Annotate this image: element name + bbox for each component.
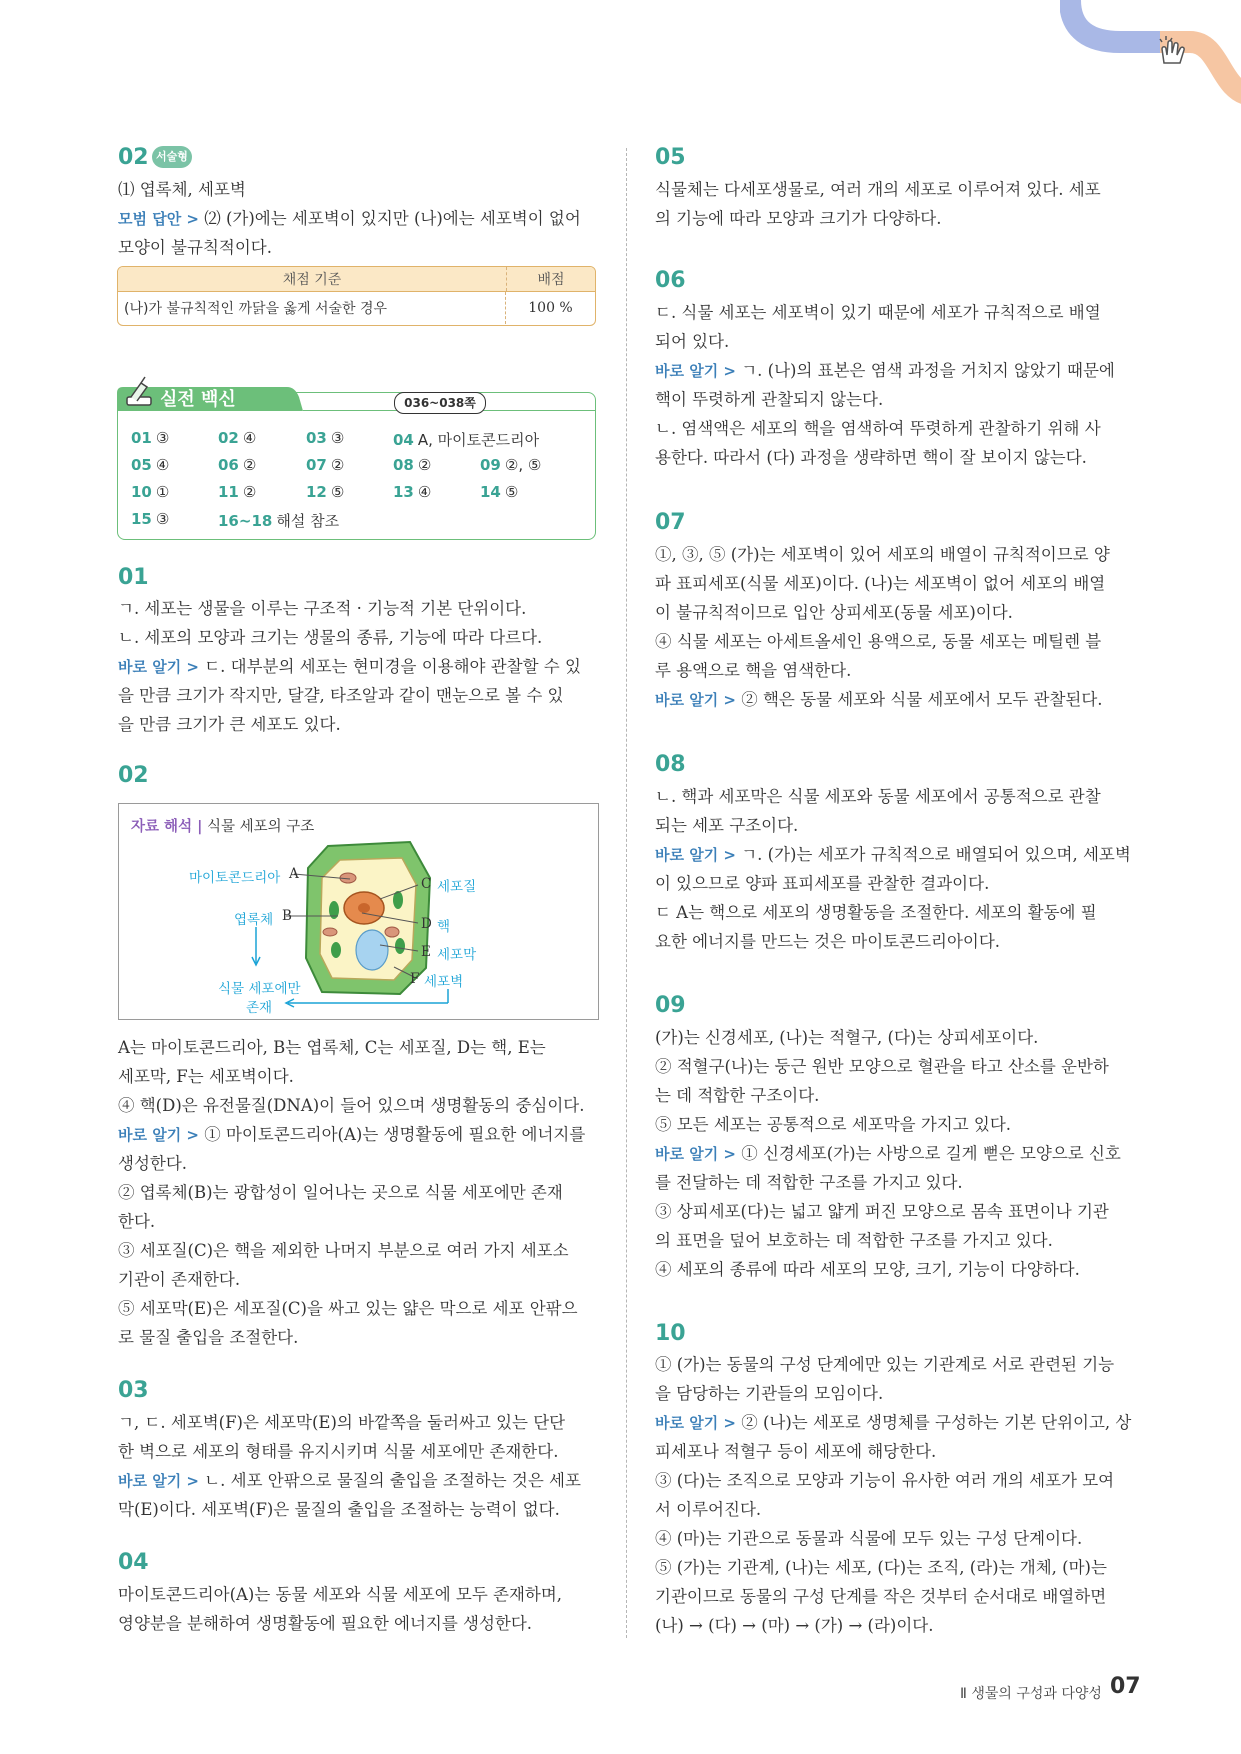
text-line: 이 있으므로 양파 표피세포를 관찰한 결과이다. bbox=[655, 874, 990, 893]
diagram-caption: 자료 해석 | 식물 세포의 구조 bbox=[131, 819, 315, 835]
correction-label: 바로 알기 > bbox=[655, 1414, 736, 1432]
label-C: C bbox=[421, 876, 432, 892]
question-number: 07 bbox=[655, 510, 686, 535]
label-E: E bbox=[421, 944, 431, 960]
model-answer-label: 모범 답안 > bbox=[118, 210, 199, 228]
text-line: 한다. bbox=[118, 1212, 156, 1231]
answer-item: 08 ② bbox=[393, 456, 432, 474]
text-line: ①, ③, ⑤ (가)는 세포벽이 있어 세포의 배열이 규칙적이므로 양 bbox=[655, 545, 1110, 564]
footer-section: Ⅱ 생물의 구성과 다양성 bbox=[960, 1686, 1102, 1702]
answer-item: 01 ③ bbox=[131, 429, 170, 447]
column-divider bbox=[626, 148, 627, 1638]
text-line: 마이토콘드리아(A)는 동물 세포와 식물 세포에 모두 존재하며, bbox=[118, 1585, 563, 1604]
text-line: ㄱ. (가)는 세포가 규칙적으로 배열되어 있으며, 세포벽 bbox=[741, 845, 1131, 864]
wrong-answer-line bbox=[118, 1466, 581, 1496]
text-line: ③ (다)는 조직으로 모양과 기능이 유사한 여러 개의 세포가 모여 bbox=[655, 1471, 1115, 1490]
diagram-leader-lines bbox=[118, 803, 597, 1018]
text-line: ㄷ. 대부분의 세포는 현미경을 이용해야 관찰할 수 있 bbox=[204, 657, 581, 676]
question-number: 02 bbox=[118, 145, 149, 170]
wrong-answer-line bbox=[118, 652, 581, 682]
text-line: A는 마이토콘드리아, B는 엽록체, C는 세포질, D는 핵, E는 bbox=[118, 1038, 546, 1057]
answer-line: ⑴ 엽록체, 세포벽 bbox=[118, 180, 246, 199]
answer-item: 06 ② bbox=[218, 456, 257, 474]
text-line: ㄱ. (나)의 표본은 염색 과정을 거치지 않았기 때문에 bbox=[741, 361, 1115, 380]
text-line: 생성한다. bbox=[118, 1154, 188, 1173]
text-line: ④ 식물 세포는 아세트올세인 용액으로, 동물 세포는 메틸렌 블 bbox=[655, 632, 1102, 651]
label-cell-membrane: 세포막 bbox=[437, 947, 477, 963]
question-number: 02 bbox=[118, 763, 149, 788]
model-answer-line bbox=[118, 204, 581, 234]
text-line: ① (가)는 동물의 구성 단계에만 있는 기관계로 서로 관련된 기능 bbox=[655, 1355, 1115, 1374]
criteria-cell: (나)가 불규칙적인 까닭을 옳게 서술한 경우 bbox=[118, 292, 506, 324]
text-line: 을 만큼 크기가 큰 세포도 있다. bbox=[118, 715, 341, 734]
text-line: 용한다. 따라서 (다) 과정을 생략하면 핵이 잘 보이지 않는다. bbox=[655, 448, 1087, 467]
question-number: 03 bbox=[118, 1378, 149, 1403]
wrong-answer-line bbox=[655, 685, 1103, 715]
text-line: 되어 있다. bbox=[655, 332, 730, 351]
answer-item: 04 A, 마이토콘드리아 bbox=[393, 431, 540, 449]
text-line: 를 전달하는 데 적합한 구조를 가지고 있다. bbox=[655, 1173, 963, 1192]
wrong-answer-line bbox=[655, 840, 1131, 870]
text-line: ㄴ. 세포 안팎으로 물질의 출입을 조절하는 것은 세포 bbox=[204, 1471, 581, 1490]
text-line: 되는 세포 구조이다. bbox=[655, 816, 799, 835]
text-line: 의 표면을 덮어 보호하는 데 적합한 구조를 가지고 있다. bbox=[655, 1231, 1053, 1250]
text-line: 는 데 적합한 구조이다. bbox=[655, 1086, 820, 1105]
text-line: ④ (마)는 기관으로 동물과 식물에 모두 있는 구성 단계이다. bbox=[655, 1529, 1083, 1548]
answer-item: 10 ① bbox=[131, 483, 170, 501]
correction-label: 바로 알기 > bbox=[118, 658, 199, 676]
text-line: ⑤ 세포막(E)은 세포질(C)을 싸고 있는 얇은 막으로 세포 안팎으 bbox=[118, 1299, 578, 1318]
corner-decoration bbox=[1060, 0, 1241, 115]
text-line: ④ 세포의 종류에 따라 세포의 모양, 크기, 기능이 다양하다. bbox=[655, 1260, 1080, 1279]
text-line: ㄱ, ㄷ. 세포벽(F)은 세포막(E)의 바깥쪽을 둘러싸고 있는 단단 bbox=[118, 1413, 566, 1432]
text-line: (가)는 신경세포, (나)는 적혈구, (다)는 상피세포이다. bbox=[655, 1028, 1039, 1047]
answer-key-title: 실전 백신 bbox=[160, 389, 236, 410]
wrong-answer-line bbox=[655, 1408, 1131, 1438]
question-number: 06 bbox=[655, 268, 686, 293]
label-exists: 존재 bbox=[246, 1000, 273, 1016]
text-line: 세포막, F는 세포벽이다. bbox=[118, 1067, 294, 1086]
points-cell: 100 % bbox=[528, 300, 573, 316]
text-line: 파 표피세포(식물 세포)이다. (나)는 세포벽이 없어 세포의 배열 bbox=[655, 574, 1106, 593]
text-line: ④ 핵(D)은 유전물질(DNA)이 들어 있으며 생명활동의 중심이다. bbox=[118, 1096, 585, 1115]
scoring-table-header bbox=[118, 267, 595, 292]
text-line: ③ 세포질(C)은 핵을 제외한 나머지 부분으로 여러 가지 세포소 bbox=[118, 1241, 569, 1260]
text-line: 의 기능에 따라 모양과 크기가 다양하다. bbox=[655, 209, 942, 228]
correction-label: 바로 알기 > bbox=[655, 846, 736, 864]
page-range-badge: 036~038쪽 bbox=[394, 392, 486, 414]
label-plant-only: 식물 세포에만 bbox=[218, 981, 301, 997]
label-B: B bbox=[282, 908, 292, 924]
question-number: 09 bbox=[655, 993, 686, 1018]
answer-item: 05 ④ bbox=[131, 456, 170, 474]
text-line: 서 이루어진다. bbox=[655, 1500, 762, 1519]
text-line: ㄴ. 세포의 모양과 크기는 생물의 종류, 기능에 따라 다르다. bbox=[118, 628, 543, 647]
correction-label: 바로 알기 > bbox=[655, 1145, 736, 1163]
scoring-table-row bbox=[118, 292, 595, 324]
criteria-header: 채점 기준 bbox=[118, 267, 507, 291]
text-line: ① 마이토콘드리아(A)는 생명활동에 필요한 에너지를 bbox=[204, 1125, 586, 1144]
text-line: 로 물질 출입을 조절한다. bbox=[118, 1328, 299, 1347]
text-line: ㄴ. 핵과 세포막은 식물 세포와 동물 세포에서 공통적으로 관찰 bbox=[655, 787, 1101, 806]
points-header: 배점 bbox=[537, 272, 565, 288]
text-line: ㄴ. 염색액은 세포의 핵을 염색하여 뚜렷하게 관찰하기 위해 사 bbox=[655, 419, 1101, 438]
wrong-answer-line bbox=[655, 1139, 1121, 1169]
wrong-answer-line bbox=[655, 356, 1115, 386]
text-line: ② (나)는 세포로 생명체를 구성하는 기본 단위이고, 상 bbox=[741, 1413, 1132, 1432]
text-line: 모양이 불규칙적이다. bbox=[118, 238, 272, 257]
label-mitochondria: 마이토콘드리아 bbox=[189, 870, 281, 886]
text-line: ㄷ. 식물 세포는 세포벽이 있기 때문에 세포가 규칙적으로 배열 bbox=[655, 303, 1101, 322]
answer-item: 07 ② bbox=[306, 456, 345, 474]
correction-label: 바로 알기 > bbox=[118, 1472, 199, 1490]
label-cell-wall: 세포벽 bbox=[424, 974, 464, 990]
answer-item: 12 ⑤ bbox=[306, 483, 345, 501]
text-line: 핵이 뚜렷하게 관찰되지 않는다. bbox=[655, 390, 884, 409]
text-line: ⑵ (가)에는 세포벽이 있지만 (나)에는 세포벽이 없어 bbox=[204, 209, 581, 228]
correction-label: 바로 알기 > bbox=[118, 1126, 199, 1144]
question-number: 10 bbox=[655, 1321, 686, 1346]
label-nucleus: 핵 bbox=[437, 919, 451, 935]
text-line: 기관이 존재한다. bbox=[118, 1270, 241, 1289]
answer-item: 13 ④ bbox=[393, 483, 432, 501]
syringe-icon bbox=[121, 375, 155, 409]
wrong-answer-line bbox=[118, 1120, 585, 1150]
text-line: ⑤ (가)는 기관계, (나)는 세포, (다)는 조직, (라)는 개체, (마)는 bbox=[655, 1558, 1107, 1577]
question-number: 05 bbox=[655, 145, 686, 170]
text-line: 을 담당하는 기관들의 모임이다. bbox=[655, 1384, 884, 1403]
page-number: 07 bbox=[1110, 1674, 1141, 1699]
text-line: (나) → (다) → (마) → (가) → (라)이다. bbox=[655, 1616, 934, 1635]
text-line: 막(E)이다. 세포벽(F)은 물질의 출입을 조절하는 능력이 없다. bbox=[118, 1500, 560, 1519]
text-line: 식물체는 다세포생물로, 여러 개의 세포로 이루어져 있다. 세포 bbox=[655, 180, 1101, 199]
text-line: 을 만큼 크기가 작지만, 달걀, 타조알과 같이 맨눈으로 볼 수 있 bbox=[118, 686, 564, 705]
text-line: ② 핵은 동물 세포와 식물 세포에서 모두 관찰된다. bbox=[741, 690, 1103, 709]
text-line: 이 불규칙적이므로 입안 상피세포(동물 세포)이다. bbox=[655, 603, 1013, 622]
correction-label: 바로 알기 > bbox=[655, 362, 736, 380]
label-A: A bbox=[289, 866, 299, 882]
question-number: 08 bbox=[655, 752, 686, 777]
caption-label: 자료 해석 | bbox=[131, 819, 203, 835]
label-D: D bbox=[421, 916, 432, 932]
label-cytoplasm: 세포질 bbox=[437, 879, 477, 895]
question-number: 01 bbox=[118, 565, 149, 590]
label-chloroplast: 엽록체 bbox=[234, 912, 274, 928]
text-line: ① 신경세포(가)는 사방으로 길게 뻗은 모양으로 신호 bbox=[741, 1144, 1121, 1163]
text-line: 요한 에너지를 만드는 것은 마이토콘드리아이다. bbox=[655, 932, 1001, 951]
hand-pointer-icon bbox=[1152, 33, 1190, 71]
label-F: F bbox=[410, 971, 420, 987]
scoring-table bbox=[117, 266, 596, 326]
answer-item: 16~18 해설 참조 bbox=[218, 512, 340, 530]
answer-item: 14 ⑤ bbox=[480, 483, 519, 501]
text-line: 피세포나 적혈구 등이 세포에 해당한다. bbox=[655, 1442, 937, 1461]
question-number: 04 bbox=[118, 1550, 149, 1575]
answer-item: 09 ②, ⑤ bbox=[480, 456, 542, 474]
text-line: ③ 상피세포(다)는 넓고 얇게 퍼진 모양으로 몸속 표면이나 기관 bbox=[655, 1202, 1109, 1221]
essay-badge: 서술형 bbox=[152, 146, 192, 168]
text-line: ② 적혈구(나)는 둥근 원반 모양으로 혈관을 타고 산소를 운반하 bbox=[655, 1057, 1109, 1076]
text-line: ⑤ 모든 세포는 공통적으로 세포막을 가지고 있다. bbox=[655, 1115, 1012, 1134]
answer-item: 11 ② bbox=[218, 483, 257, 501]
text-line: ㄷ A는 핵으로 세포의 생명활동을 조절한다. 세포의 활동에 필 bbox=[655, 903, 1097, 922]
correction-label: 바로 알기 > bbox=[655, 691, 736, 709]
text-line: 루 용액으로 핵을 염색한다. bbox=[655, 661, 852, 680]
answer-item: 15 ③ bbox=[131, 510, 170, 528]
text-line: 한 벽으로 세포의 형태를 유지시키며 식물 세포에만 존재한다. bbox=[118, 1442, 559, 1461]
answer-item: 03 ③ bbox=[306, 429, 345, 447]
text-line: ② 엽록체(B)는 광합성이 일어나는 곳으로 식물 세포에만 존재 bbox=[118, 1183, 563, 1202]
text-line: 영양분을 분해하여 생명활동에 필요한 에너지를 생성한다. bbox=[118, 1614, 533, 1633]
text-line: 기관이므로 동물의 구성 단계를 작은 것부터 순서대로 배열하면 bbox=[655, 1587, 1107, 1606]
answer-item: 02 ④ bbox=[218, 429, 257, 447]
text-line: ㄱ. 세포는 생물을 이루는 구조적 · 기능적 기본 단위이다. bbox=[118, 599, 527, 618]
